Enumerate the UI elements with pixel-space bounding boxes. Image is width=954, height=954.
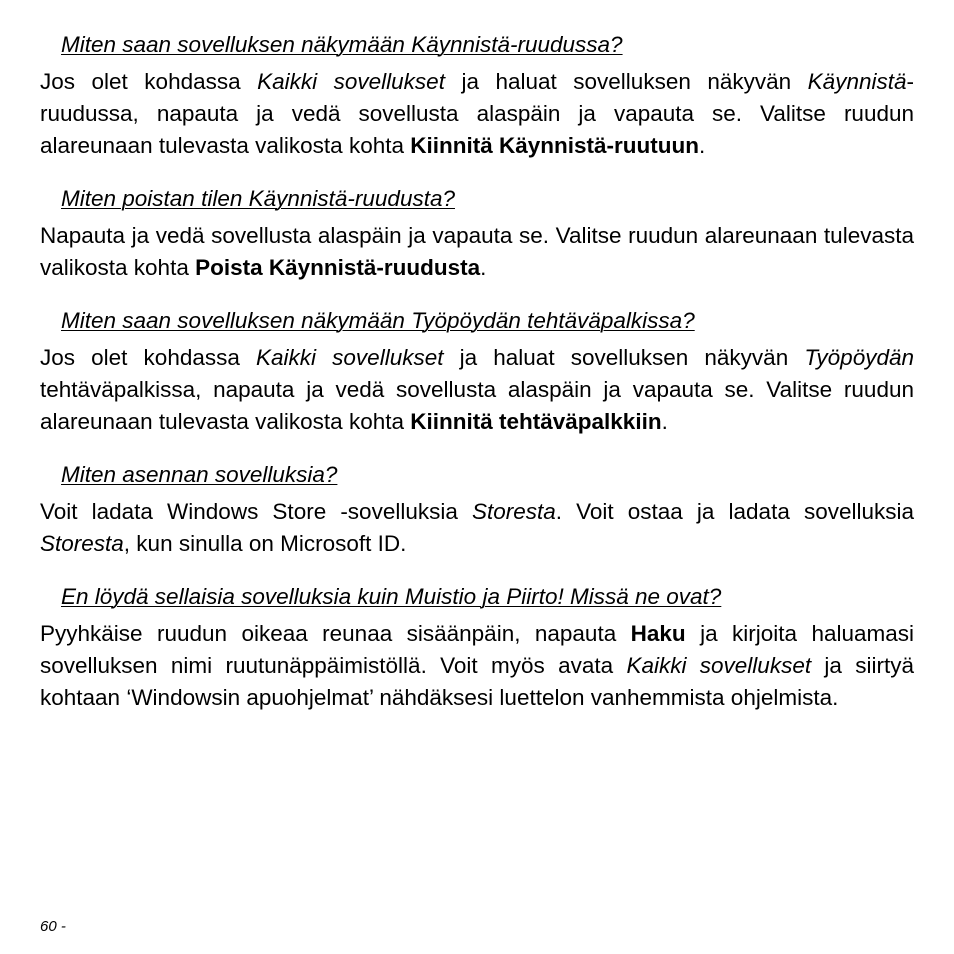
answer-text: ja haluat sovelluksen näkyvän [443,345,805,370]
answer-text: Jos olet kohdassa [40,345,257,370]
answer-text: ja haluat sovelluksen näkyvän [444,69,808,94]
faq-answer [40,618,914,714]
faq-question: Miten asennan sovelluksia? [61,462,338,487]
answer-text: Napauta ja vedä sovellusta alaspäin ja vapauta se. Valitse ruudun alareunaan tulevasta valikosta kohta [40,223,914,280]
faq-page [40,30,914,736]
italic-term: Kaikki sovellukset [256,345,444,370]
answer-text: Voit ladata Windows Store -sovelluksia [40,499,472,524]
answer-text: . Voit ostaa ja ladata sovelluksia [555,499,914,524]
italic-term: Työpöydän [804,345,914,370]
faq-question: Miten saan sovelluksen näkymään Työpöydän tehtäväpalkissa? [61,308,695,333]
answer-text: tehtäväpalkissa, napauta ja vedä sovellusta alaspäin ja vapauta se. Valitse ruudun alareunaan tulevasta valikosta kohta [40,377,914,434]
answer-text: Pyyhkäise ruudun oikeaa reunaa sisäänpäin, napauta [40,621,631,646]
bold-term: Poista Käynnistä-ruudusta [195,255,481,280]
faq-item [40,306,914,438]
bold-term: Haku [630,621,686,646]
answer-text: ja siirtyä kohtaan ‘Windowsin apuohjelmat’ nähdäksesi luettelon vanhemmista ohjelmista. [40,653,914,710]
faq-answer [40,342,914,438]
faq-answer [40,220,914,284]
faq-question: Miten saan sovelluksen näkymään Käynnistä-ruudussa? [61,32,623,57]
answer-text: ja kirjoita haluamasi sovelluksen nimi ruutunäppäimistöllä. Voit myös avata [40,621,915,678]
bold-term: Kiinnitä Käynnistä-ruutuun [410,133,699,158]
bold-term: Kiinnitä tehtäväpalkkiin [410,409,662,434]
italic-term: Storesta [471,499,556,524]
faq-list [40,30,914,714]
answer-text: . [699,133,706,158]
italic-term: Kaikki sovellukset [257,69,445,94]
faq-question: En löydä sellaisia sovelluksia kuin Muistio ja Piirto! Missä ne ovat? [61,584,722,609]
answer-text: , kun sinulla on Microsoft ID. [123,531,407,556]
answer-text: . [480,255,487,280]
faq-item [40,184,914,284]
faq-question: Miten poistan tilen Käynnistä-ruudusta? [61,186,455,211]
faq-answer [40,496,914,560]
faq-item [40,30,914,162]
italic-term: Kaikki sovellukset [626,653,812,678]
italic-term: Käynnistä [807,69,907,94]
faq-item [40,460,914,560]
answer-text: -ruudussa, napauta ja vedä sovellusta alaspäin ja vapauta se. Valitse ruudun alareunaan tulevasta valikosta kohta [40,69,914,158]
answer-text: . [661,409,668,434]
faq-answer [40,66,914,162]
faq-item [40,582,914,714]
page-number: 60 - [40,918,66,935]
italic-term: Storesta [40,531,124,556]
answer-text: Jos olet kohdassa [40,69,258,94]
